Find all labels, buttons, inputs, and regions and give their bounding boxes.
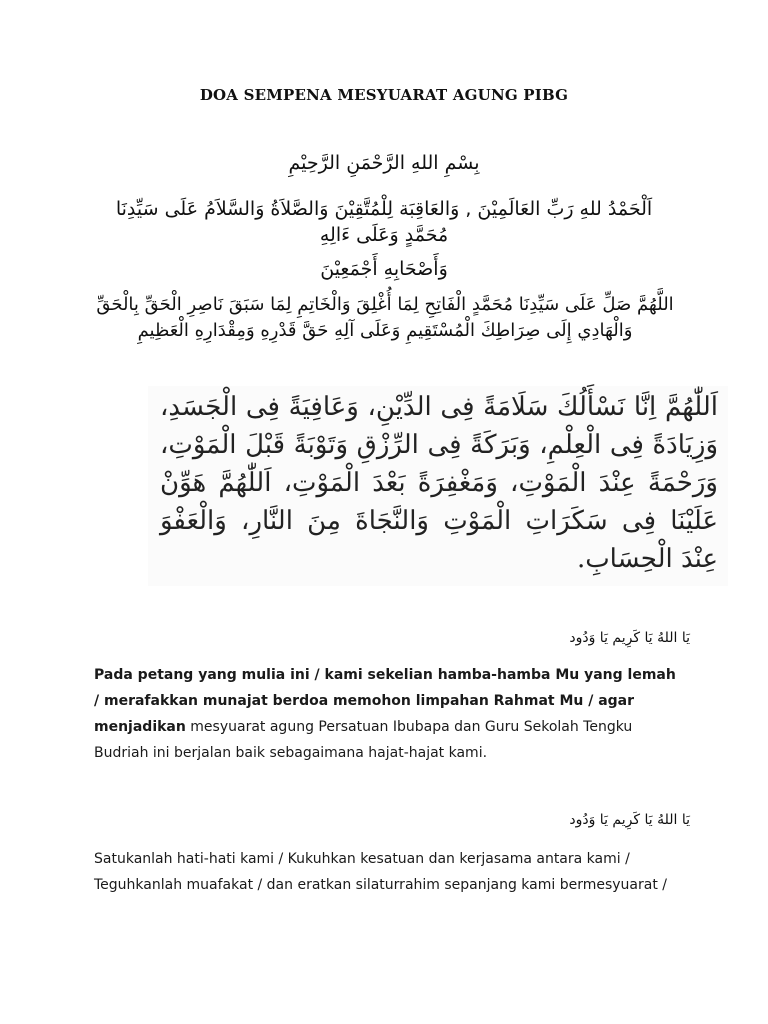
ya-allah-invocation-1: يَا اللهُ يَا كَرِيم يَا وَدُود: [569, 630, 690, 646]
paragraph-munajat: [94, 662, 684, 766]
ya-allah-invocation-2: يَا اللهُ يَا كَرِيم يَا وَدُود: [569, 812, 690, 828]
paragraph-munajat-rest: mesyuarat agung Persatuan Ibubapa dan Guru Sekolah Tengku Budriah ini berjalan baik sebagaimana hajat-hajat kami.: [94, 719, 633, 761]
document-title: DOA SEMPENA MESYUARAT AGUNG PIBG: [199, 86, 569, 104]
selawat-text: اللَّهُمَّ صَلِّ عَلَى سَيِّدِنَا مُحَمَّدٍ الْفَاتِحِ لِمَا أُغْلِقَ وَالْخَاتِمِ لِمَا سَبَقَ نَاصِرِ الْحَقِّ بِالْحَقِّ وَالْهَادِي إِلَى صِرَاطِكَ الْمُسْتَقِيمِ وَعَلَى آلِهِ حَقَّ قَدْرِهِ وَمِقْدَارِهِ الْعَظِيمِ: [96, 294, 674, 341]
hamdalah-text: اَلْحَمْدُ للهِ رَبِّ العَالَمِيْنَ , وَالعَاقِبَة لِلْمُتَّقِيْنَ وَالصَّلاَةُ وَالسَّلاَمُ عَلَى سَيِّدِنَا مُحَمَّدٍ وَعَلَى ءَالِهِ: [115, 198, 653, 246]
basmala-text: بِسْمِ اللهِ الرَّحْمَنِ الرَّحِيْمِ: [288, 152, 480, 174]
scanned-doa-image: [148, 386, 728, 586]
paragraph-munajat-bold: Pada petang yang mulia ini / kami sekelian hamba-hamba Mu yang lemah / merafakkan munajat berdoa memohon limpahan Rahmat Mu / agar menjadikan: [94, 667, 676, 735]
scanned-doa-text: اَللّٰهُمَّ اِنَّا نَسْأَلُكَ سَلَامَةً فِى الدِّيْنِ، وَعَافِيَةً فِى الْجَسَدِ، وَزِيَادَةً فِى الْعِلْمِ، وَبَرَكَةً فِى الرِّزْقِ وَتَوْبَةً قَبْلَ الْمَوْتِ، وَرَحْمَةً عِنْدَ الْمَوْتِ، وَمَغْفِرَةً بَعْدَ الْمَوْتِ، اَللّٰهُمَّ هَوِّنْ عَلَيْنَا فِى سَكَرَاتِ الْمَوْتِ وَالنَّجَاةَ مِنَ النَّارِ، وَالْعَفْوَ عِنْدَ الْحِسَابِ.: [160, 392, 718, 574]
ashab-text: وَأَصْحَابِهِ أَجْمَعِيْنَ: [320, 258, 448, 280]
paragraph-satukanlah: Satukanlah hati-hati kami / Kukuhkan kesatuan dan kerjasama antara kami / Teguhkanlah muafakat / dan eratkan silaturrahim sepanjang kami bermesyuarat /: [94, 851, 667, 893]
